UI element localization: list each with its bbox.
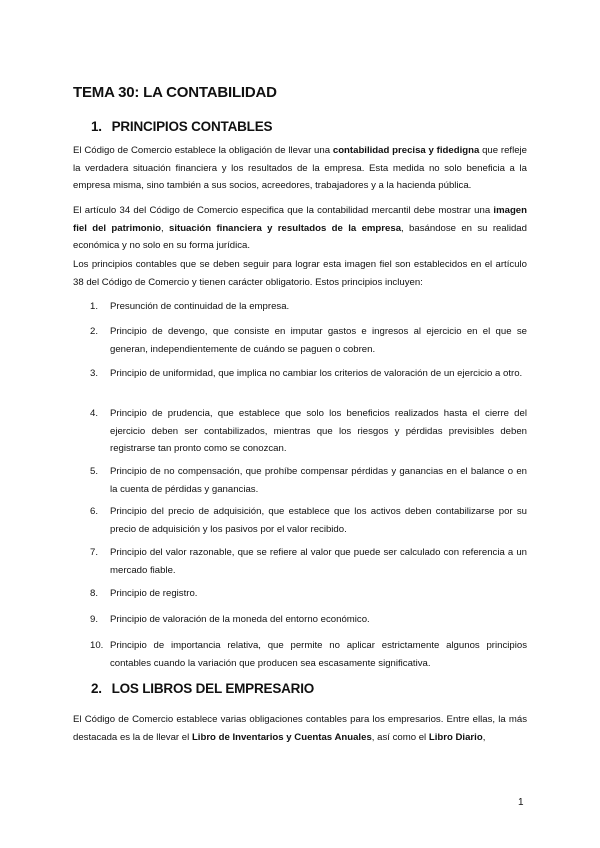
paragraph-4-text-a: El Código de Comercio establece varias obligaciones contables para los empresarios. Entre ellas, la más destacada es la de llevar el [73, 714, 527, 743]
principle-number: 8. [90, 588, 99, 599]
paragraph-2-bold-2: situación financiera y resultados de la empresa [169, 222, 402, 234]
section-1-heading [91, 119, 272, 134]
principle-text: Principio de no compensación, que prohíbe compensar pérdidas y ganancias en el balance o en la cuenta de pérdidas y ganancias. [110, 466, 527, 495]
paragraph-2 [73, 202, 527, 255]
principle-item [90, 323, 527, 358]
principle-item [90, 298, 527, 316]
principle-text: Presunción de continuidad de la empresa. [110, 301, 290, 312]
principle-number: 9. [90, 614, 99, 625]
principle-number: 10. [90, 640, 104, 651]
principle-item [90, 544, 527, 579]
section-1-title: PRINCIPIOS CONTABLES [111, 119, 273, 134]
principle-text: Principio de prudencia, que establece que solo los beneficios realizados hasta el cierre del ejercicio deben ser contabilizados, mientras que los riesgos y pérdidas previsibles deben registrarse tan pronto como se conozcan. [110, 408, 527, 454]
principle-number: 2. [90, 326, 99, 337]
section-1-number: 1. [91, 119, 102, 134]
paragraph-2-text-c: , [160, 222, 169, 234]
paragraph-2-bold-1: imagen fiel del patrimonio [73, 205, 527, 234]
section-2-title: LOS LIBROS DEL EMPRESARIO [111, 681, 315, 696]
principle-text: Principio de devengo, que consiste en imputar gastos e ingresos al ejercicio en el que se generan, independientemente de cuándo se paguen o cobren. [110, 326, 527, 355]
principle-number: 6. [90, 506, 99, 517]
principle-text: Principio de uniformidad, que implica no cambiar los criterios de valoración de un ejercicio a otro. [110, 368, 523, 379]
paragraph-1-text-a: El Código de Comercio establece la obligación de llevar una [73, 145, 333, 156]
principle-number: 7. [90, 547, 99, 558]
paragraph-4-bold-2: Libro Diario [428, 731, 483, 743]
principle-text: Principio del precio de adquisición, que establece que los activos deben contabilizarse por su precio de adquisición y los pasivos por el valor recibido. [110, 506, 527, 535]
principle-number: 3. [90, 368, 99, 379]
principle-text: Principio de importancia relativa, que permite no aplicar estrictamente algunos principios contables cuando la variación que producen sea escasamente significativa. [110, 640, 527, 669]
paragraph-3: Los principios contables que se deben seguir para lograr esta imagen fiel son establecidos en el artículo 38 del Código de Comercio y tienen carácter obligatorio. Estos principios incluyen: [73, 259, 527, 288]
paragraph-2-text-e: , basándose en su realidad económica y no solo en su forma jurídica. [73, 222, 527, 251]
principle-text: Principio de valoración de la moneda del entorno económico. [110, 614, 370, 625]
principle-item [90, 405, 527, 458]
principle-item [90, 585, 527, 603]
paragraph-1-text-c: que refleje la verdadera situación financiera y los resultados de la empresa. Esta medida no solo beneficia a la empresa misma, sino también a sus socios, acreedores, trabajadores y a la hacienda pública. [73, 145, 528, 191]
principle-item [90, 637, 527, 672]
principle-text: Principio de registro. [110, 588, 198, 599]
paragraph-4 [73, 711, 527, 746]
principle-number: 1. [90, 301, 99, 312]
principle-number: 5. [90, 466, 99, 477]
principle-text: Principio del valor razonable, que se refiere al valor que puede ser calculado con referencia a un mercado fiable. [110, 547, 527, 576]
document-title: TEMA 30: LA CONTABILIDAD [73, 84, 277, 101]
principle-item [90, 503, 527, 538]
paragraph-4-text-c: , así como el [371, 731, 429, 743]
paragraph-4-bold-1: Libro de Inventarios y Cuentas Anuales [191, 731, 372, 743]
paragraph-4-text-e: , [482, 731, 486, 743]
paragraph-1 [73, 142, 527, 195]
paragraph-1-bold: contabilidad precisa y fidedigna [332, 145, 480, 156]
page-number: 1 [518, 797, 524, 808]
principle-item [90, 611, 527, 629]
principle-item [90, 463, 527, 498]
section-2-number: 2. [91, 681, 102, 696]
section-2-heading [91, 681, 314, 696]
principle-item [90, 365, 527, 383]
paragraph-2-text-a: El artículo 34 del Código de Comercio especifica que la contabilidad mercantil debe mostrar una [73, 205, 494, 216]
principle-number: 4. [90, 408, 99, 419]
